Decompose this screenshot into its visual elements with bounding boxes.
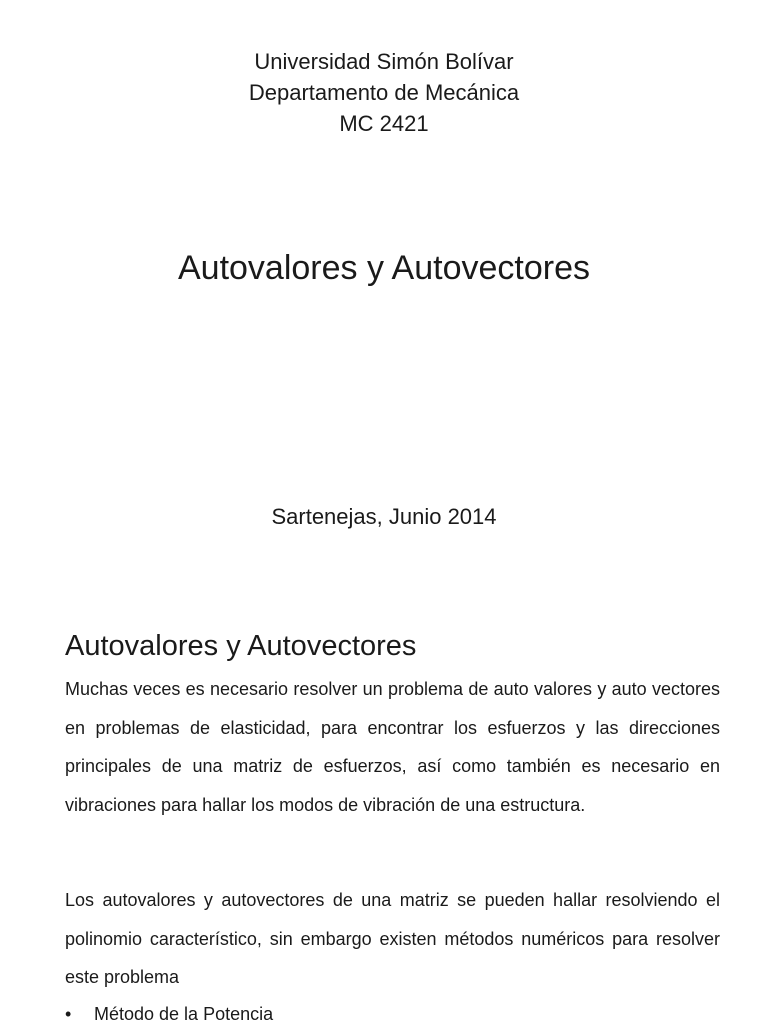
document-title: Autovalores y Autovectores [177,249,590,287]
paragraph-methods: Los autovalores y autovectores de una matriz se pueden hallar resolviendo el polinomio característico, sin embargo existen métodos numéricos para resolver este problema [65,890,720,987]
department-name: Departamento de Mecánica [248,80,520,105]
course-code: MC 2421 [339,111,429,136]
paragraph-intro: Muchas veces es necesario resolver un problema de auto valores y auto vectores en problemas de elasticidad, para encontrar los esfuerzos y las direcciones principales de una matriz de esfuerzos, así como también es necesario en vibraciones para hallar los modos de vibración de una estructura. [65,679,720,815]
header-block [0,46,768,139]
university-name: Universidad Simón Bolívar [254,49,514,74]
bullet-marker: • [65,1004,72,1024]
section-heading: Autovalores y Autovectores [65,630,417,662]
list-item [65,995,273,1033]
place-date: Sartenejas, Junio 2014 [271,504,497,529]
methods-list [65,995,273,1033]
list-item-text: Método de la Potencia [94,1004,274,1024]
